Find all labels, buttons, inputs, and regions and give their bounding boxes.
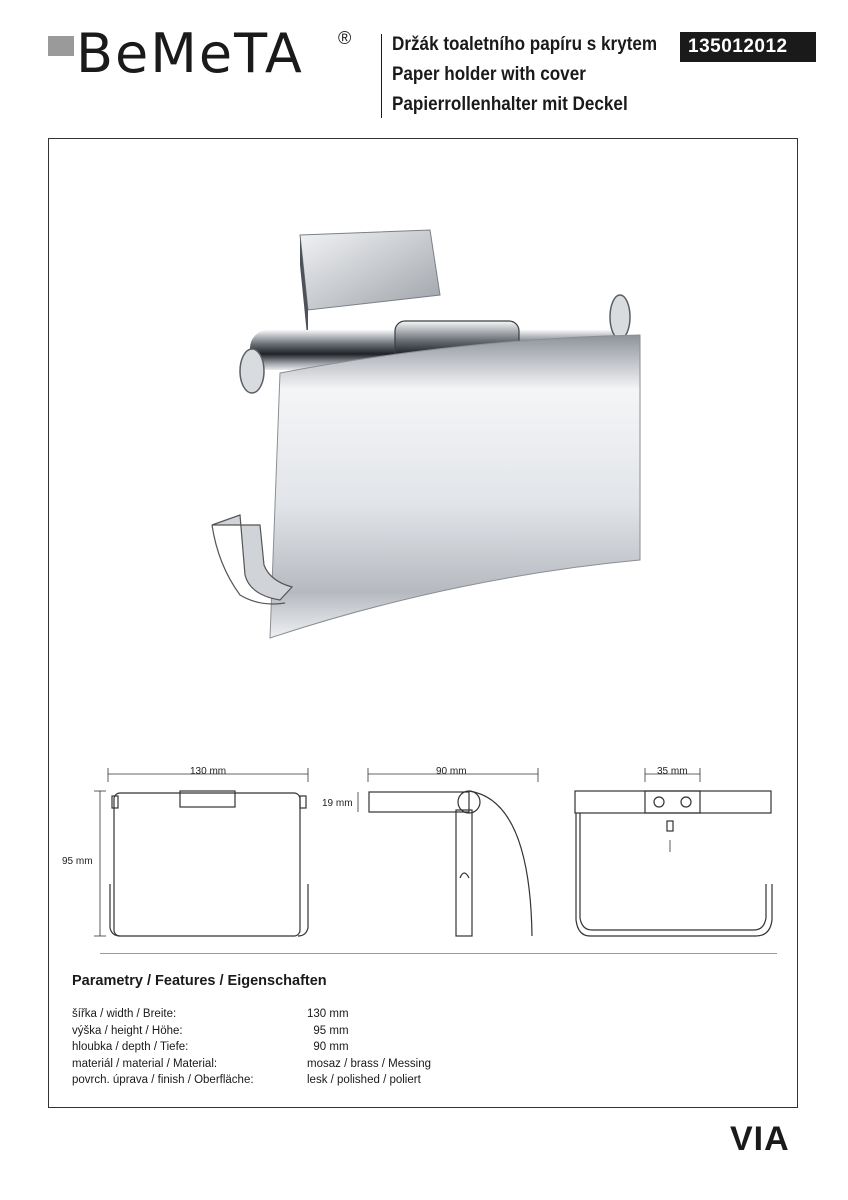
feature-label: materiál / material / Material: [72,1057,218,1070]
feature-label: šířka / width / Breite: [72,1008,177,1020]
feature-row-width [72,1006,472,1023]
feature-value: 95 mm [307,1024,349,1037]
registered-mark: ® [338,28,352,48]
technical-drawings [60,760,790,950]
feature-value: mosaz / brass / Messing [307,1057,431,1070]
title-english: Paper holder with cover [392,64,586,85]
side-height-label: 19 mm [322,798,353,809]
back-view [575,768,772,936]
section-separator [100,953,777,954]
feature-label: výška / height / Höhe: [72,1024,183,1037]
header-divider [381,34,382,118]
features-list [72,1006,472,1089]
side-depth-label: 90 mm [436,766,467,777]
product-titles [392,30,687,120]
feature-label: hloubka / depth / Tiefe: [72,1041,189,1053]
feature-row-depth [72,1039,472,1056]
side-view [358,768,538,936]
feature-label: povrch. úprava / finish / Oberfläche: [72,1074,254,1086]
front-width-label: 130 mm [190,766,227,777]
feature-row-height [72,1023,472,1040]
brand-name: BeMeTA [76,22,304,85]
series-name: VIA [730,1120,790,1158]
title-german: Papierrollenhalter mit Deckel [392,94,628,115]
product-code-badge: 135012012 [680,32,816,62]
feature-value: 90 mm [307,1041,349,1053]
front-height-label: 95 mm [62,856,93,867]
brand-logo [48,22,358,86]
feature-value: 130 mm [307,1008,349,1020]
feature-value: lesk / polished / poliert [307,1074,421,1086]
feature-row-material [72,1056,472,1073]
features-title: Parametry / Features / Eigenschaften [72,973,327,989]
title-czech: Držák toaletního papíru s krytem [392,34,658,55]
feature-row-finish [72,1072,472,1089]
front-view [94,768,308,936]
back-width-label: 35 mm [657,766,688,777]
product-photo [200,225,660,655]
logo-square [48,36,74,56]
